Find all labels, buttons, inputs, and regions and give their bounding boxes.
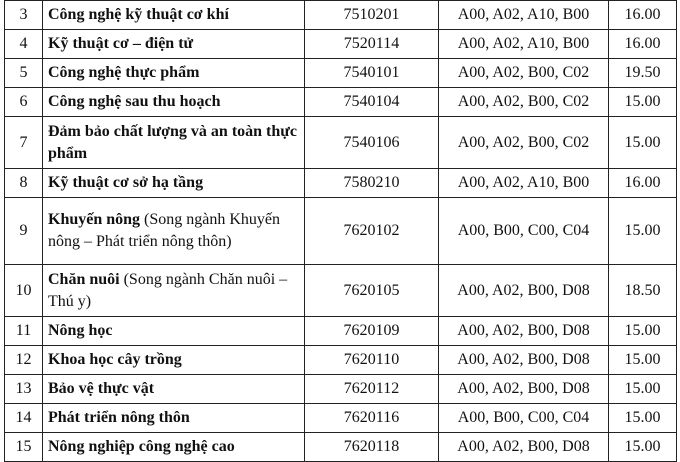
major-name-cell xyxy=(43,433,305,462)
major-code: 7620118 xyxy=(305,433,439,462)
major-name: Kỹ thuật cơ sở hạ tầng xyxy=(48,174,204,191)
subject-combinations: A00, A02, B00, D08 xyxy=(439,346,609,375)
subject-combinations: A00, A02, A10, B00 xyxy=(439,169,609,198)
subject-combinations: A00, A02, B00, C02 xyxy=(439,117,609,169)
subject-combinations: A00, A02, B00, D08 xyxy=(439,317,609,346)
row-number: 3 xyxy=(5,1,43,30)
row-number: 9 xyxy=(5,198,43,265)
major-name-cell xyxy=(43,169,305,198)
major-name: Kỹ thuật cơ – điện tử xyxy=(48,35,194,52)
major-name: Nông học xyxy=(48,322,113,339)
major-code: 7620110 xyxy=(305,346,439,375)
major-name-cell xyxy=(43,346,305,375)
cutoff-score: 18.50 xyxy=(609,265,677,317)
row-number: 12 xyxy=(5,346,43,375)
row-number: 4 xyxy=(5,30,43,59)
cutoff-score: 16.00 xyxy=(609,1,677,30)
cutoff-score: 15.00 xyxy=(609,198,677,265)
major-name: Khuyến nông xyxy=(48,211,141,228)
row-number: 14 xyxy=(5,404,43,433)
major-name-cell xyxy=(43,117,305,169)
table-row xyxy=(5,1,677,30)
major-name-cell xyxy=(43,404,305,433)
table-row xyxy=(5,375,677,404)
major-name-cell xyxy=(43,375,305,404)
row-number: 13 xyxy=(5,375,43,404)
table-row xyxy=(5,88,677,117)
subject-combinations: A00, B00, C00, C04 xyxy=(439,404,609,433)
cutoff-score: 15.00 xyxy=(609,375,677,404)
row-number: 15 xyxy=(5,433,43,462)
major-code: 7520114 xyxy=(305,30,439,59)
table-row xyxy=(5,169,677,198)
major-code: 7540104 xyxy=(305,88,439,117)
major-name-cell xyxy=(43,1,305,30)
cutoff-score: 19.50 xyxy=(609,59,677,88)
row-number: 11 xyxy=(5,317,43,346)
major-note: (Song ngành Chăn nuôi – Thú y) xyxy=(48,270,288,310)
major-name: Công nghệ sau thu hoạch xyxy=(48,93,221,110)
subject-combinations: A00, A02, B00, D08 xyxy=(439,265,609,317)
subject-combinations: A00, A02, A10, B00 xyxy=(439,30,609,59)
cutoff-score: 16.00 xyxy=(609,169,677,198)
subject-combinations: A00, A02, B00, D08 xyxy=(439,375,609,404)
major-code: 7620109 xyxy=(305,317,439,346)
major-note: (Song ngành Khuyến nông – Phát triển nông thôn) xyxy=(48,211,281,250)
subject-combinations: A00, A02, B00, C02 xyxy=(439,59,609,88)
major-code: 7620102 xyxy=(305,198,439,265)
major-name-cell xyxy=(43,59,305,88)
row-number: 5 xyxy=(5,59,43,88)
major-code: 7540101 xyxy=(305,59,439,88)
major-code: 7620112 xyxy=(305,375,439,404)
admission-scores-table xyxy=(4,0,677,462)
major-name: Khoa học cây trồng xyxy=(48,351,182,368)
cutoff-score: 15.00 xyxy=(609,433,677,462)
major-name-cell xyxy=(43,265,305,317)
major-code: 7540106 xyxy=(305,117,439,169)
cutoff-score: 15.00 xyxy=(609,88,677,117)
subject-combinations: A00, B00, C00, C04 xyxy=(439,198,609,265)
major-name: Nông nghiệp công nghệ cao xyxy=(48,438,235,455)
subject-combinations: A00, A02, A10, B00 xyxy=(439,1,609,30)
table-row xyxy=(5,265,677,317)
row-number: 7 xyxy=(5,117,43,169)
row-number: 6 xyxy=(5,88,43,117)
cutoff-score: 15.00 xyxy=(609,404,677,433)
major-name-cell xyxy=(43,88,305,117)
table-row xyxy=(5,346,677,375)
major-code: 7510201 xyxy=(305,1,439,30)
cutoff-score: 15.00 xyxy=(609,346,677,375)
subject-combinations: A00, A02, B00, C02 xyxy=(439,88,609,117)
table-row xyxy=(5,198,677,265)
table-row xyxy=(5,59,677,88)
table-row xyxy=(5,317,677,346)
major-name-cell xyxy=(43,317,305,346)
major-name: Phát triển nông thôn xyxy=(48,409,190,426)
row-number: 10 xyxy=(5,265,43,317)
row-number: 8 xyxy=(5,169,43,198)
major-code: 7620116 xyxy=(305,404,439,433)
major-name: Bảo vệ thực vật xyxy=(48,380,155,397)
cutoff-score: 15.00 xyxy=(609,117,677,169)
table-row xyxy=(5,117,677,169)
major-name: Chăn nuôi xyxy=(48,270,120,288)
cutoff-score: 16.00 xyxy=(609,30,677,59)
major-name: Công nghệ thực phẩm xyxy=(48,64,200,81)
major-code: 7620105 xyxy=(305,265,439,317)
major-name-cell xyxy=(43,198,305,265)
major-name-cell xyxy=(43,30,305,59)
major-name: Đảm bảo chất lượng và an toàn thực phẩm xyxy=(48,122,297,162)
table-row xyxy=(5,433,677,462)
major-name: Công nghệ kỹ thuật cơ khí xyxy=(48,6,229,23)
table-row xyxy=(5,404,677,433)
cutoff-score: 15.00 xyxy=(609,317,677,346)
major-code: 7580210 xyxy=(305,169,439,198)
table-row xyxy=(5,30,677,59)
subject-combinations: A00, A02, B00, D08 xyxy=(439,433,609,462)
